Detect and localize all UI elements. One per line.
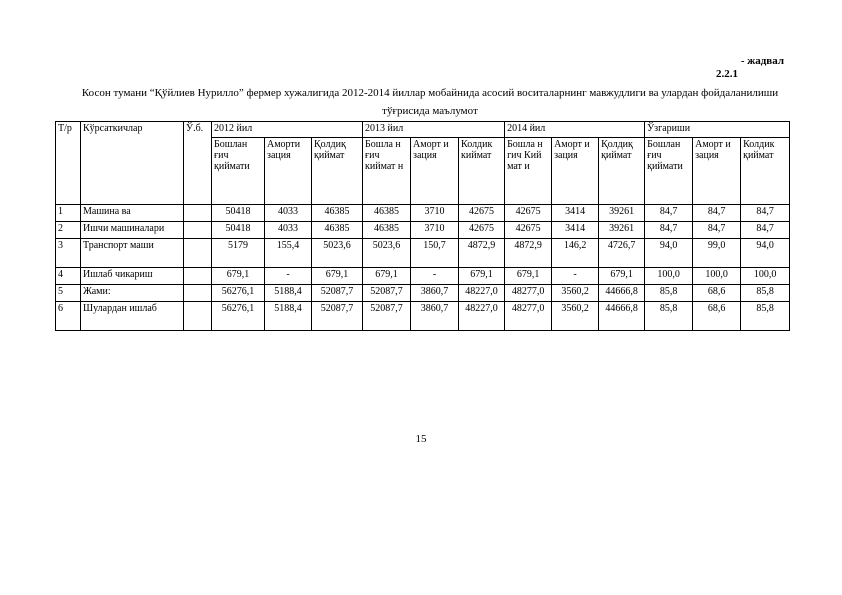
value-cell: 5023,6	[312, 239, 363, 268]
table-row	[56, 222, 790, 239]
value-cell: 52087,7	[312, 302, 363, 331]
row-indicator-cell: Ишлаб чикариш	[81, 268, 184, 285]
value-cell: 39261	[599, 205, 645, 222]
row-number-cell: 6	[56, 302, 81, 331]
table-caption: Косон тумани “Қўйлиев Нурилло” фермер хужалигида 2012-2014 йиллар мобайнида асосий воситаларнинг мавжудлиги ва улардан фойдаланилиши тўғрисида маълумот	[81, 87, 779, 117]
value-cell: 56276,1	[212, 302, 265, 331]
subheader-initial-value: Бошла н гич Кий мат и	[505, 138, 552, 205]
value-cell: 679,1	[599, 268, 645, 285]
col-header-indicator: Кўрсаткичлар	[81, 122, 184, 205]
row-number-cell: 5	[56, 285, 81, 302]
value-cell: 4872,9	[505, 239, 552, 268]
value-cell: 4872,9	[459, 239, 505, 268]
value-cell: 52087,7	[363, 285, 411, 302]
value-cell: 679,1	[459, 268, 505, 285]
group-header-2013: 2013 йил	[363, 122, 505, 138]
value-cell: 679,1	[312, 268, 363, 285]
value-cell: 48277,0	[505, 302, 552, 331]
value-cell: 48227,0	[459, 285, 505, 302]
value-cell: -	[265, 268, 312, 285]
value-cell: 3560,2	[552, 302, 599, 331]
value-cell: 4033	[265, 205, 312, 222]
row-number-cell: 3	[56, 239, 81, 268]
value-cell: 3710	[411, 205, 459, 222]
value-cell: 42675	[505, 222, 552, 239]
value-cell: 85,8	[741, 285, 790, 302]
subheader-amortization: Аморт и зация	[693, 138, 741, 205]
value-cell: 52087,7	[312, 285, 363, 302]
value-cell: 3414	[552, 222, 599, 239]
value-cell: 46385	[312, 205, 363, 222]
subheader-residual-value: Қолдиқ қиймат	[599, 138, 645, 205]
col-header-unit: Ў.б.	[184, 122, 212, 205]
value-cell: 84,7	[645, 222, 693, 239]
row-indicator-cell: Шулардан ишлаб	[81, 302, 184, 331]
row-indicator-cell: Машина ва	[81, 205, 184, 222]
subheader-initial-value: Бошлан ғич қиймати	[645, 138, 693, 205]
subheader-initial-value: Бошла н ғич киймат н	[363, 138, 411, 205]
value-cell: 155,4	[265, 239, 312, 268]
value-cell: 84,7	[693, 205, 741, 222]
value-cell: 5188,4	[265, 302, 312, 331]
subheader-residual-value: Колдик киймат	[459, 138, 505, 205]
value-cell: -	[411, 268, 459, 285]
value-cell: -	[552, 268, 599, 285]
value-cell: 3860,7	[411, 285, 459, 302]
value-cell: 5188,4	[265, 285, 312, 302]
table-label: - жадвал	[740, 55, 784, 67]
row-unit-cell	[184, 285, 212, 302]
row-unit-cell	[184, 222, 212, 239]
table-row	[56, 205, 790, 222]
value-cell: 94,0	[645, 239, 693, 268]
value-cell: 85,8	[645, 285, 693, 302]
value-cell: 85,8	[645, 302, 693, 331]
row-number-cell: 1	[56, 205, 81, 222]
value-cell: 46385	[312, 222, 363, 239]
value-cell: 46385	[363, 205, 411, 222]
row-unit-cell	[184, 302, 212, 331]
table-row	[56, 239, 790, 268]
row-number-cell: 4	[56, 268, 81, 285]
group-header-2014: 2014 йил	[505, 122, 645, 138]
value-cell: 68,6	[693, 302, 741, 331]
value-cell: 679,1	[505, 268, 552, 285]
table-number: 2.2.1	[716, 68, 738, 80]
value-cell: 50418	[212, 222, 265, 239]
value-cell: 44666,8	[599, 302, 645, 331]
group-header-change: Ўзгариши	[645, 122, 790, 138]
col-header-no: Т/р	[56, 122, 81, 205]
subheader-amortization: Аморт и зация	[411, 138, 459, 205]
subheader-amortization: Аморт и зация	[552, 138, 599, 205]
value-cell: 48277,0	[505, 285, 552, 302]
subheader-residual-value: Қолдиқ қиймат	[312, 138, 363, 205]
table-row	[56, 285, 790, 302]
value-cell: 679,1	[363, 268, 411, 285]
value-cell: 146,2	[552, 239, 599, 268]
value-cell: 52087,7	[363, 302, 411, 331]
value-cell: 85,8	[741, 302, 790, 331]
row-number-cell: 2	[56, 222, 81, 239]
value-cell: 4033	[265, 222, 312, 239]
value-cell: 42675	[459, 222, 505, 239]
value-cell: 3414	[552, 205, 599, 222]
row-unit-cell	[184, 239, 212, 268]
value-cell: 150,7	[411, 239, 459, 268]
value-cell: 84,7	[741, 205, 790, 222]
table-row	[56, 302, 790, 331]
value-cell: 84,7	[741, 222, 790, 239]
value-cell: 5179	[212, 239, 265, 268]
value-cell: 42675	[505, 205, 552, 222]
value-cell: 100,0	[741, 268, 790, 285]
value-cell: 84,7	[693, 222, 741, 239]
row-indicator-cell: Ишчи машиналари	[81, 222, 184, 239]
table-row	[56, 268, 790, 285]
subheader-residual-value: Колдик қиймат	[741, 138, 790, 205]
row-unit-cell	[184, 268, 212, 285]
value-cell: 4726,7	[599, 239, 645, 268]
subheader-initial-value: Бошлан ғич қиймати	[212, 138, 265, 205]
value-cell: 48227,0	[459, 302, 505, 331]
row-indicator-cell: Жами:	[81, 285, 184, 302]
value-cell: 50418	[212, 205, 265, 222]
value-cell: 679,1	[212, 268, 265, 285]
row-indicator-cell: Транспорт маши	[81, 239, 184, 268]
value-cell: 94,0	[741, 239, 790, 268]
value-cell: 100,0	[693, 268, 741, 285]
value-cell: 68,6	[693, 285, 741, 302]
value-cell: 5023,6	[363, 239, 411, 268]
subheader-amortization: Аморти зация	[265, 138, 312, 205]
page-number: 15	[415, 433, 427, 445]
value-cell: 3860,7	[411, 302, 459, 331]
value-cell: 44666,8	[599, 285, 645, 302]
value-cell: 3710	[411, 222, 459, 239]
value-cell: 39261	[599, 222, 645, 239]
group-header-2012: 2012 йил	[212, 122, 363, 138]
value-cell: 84,7	[645, 205, 693, 222]
value-cell: 46385	[363, 222, 411, 239]
value-cell: 42675	[459, 205, 505, 222]
value-cell: 99,0	[693, 239, 741, 268]
value-cell: 56276,1	[212, 285, 265, 302]
fixed-assets-table	[55, 121, 790, 331]
value-cell: 100,0	[645, 268, 693, 285]
value-cell: 3560,2	[552, 285, 599, 302]
row-unit-cell	[184, 205, 212, 222]
